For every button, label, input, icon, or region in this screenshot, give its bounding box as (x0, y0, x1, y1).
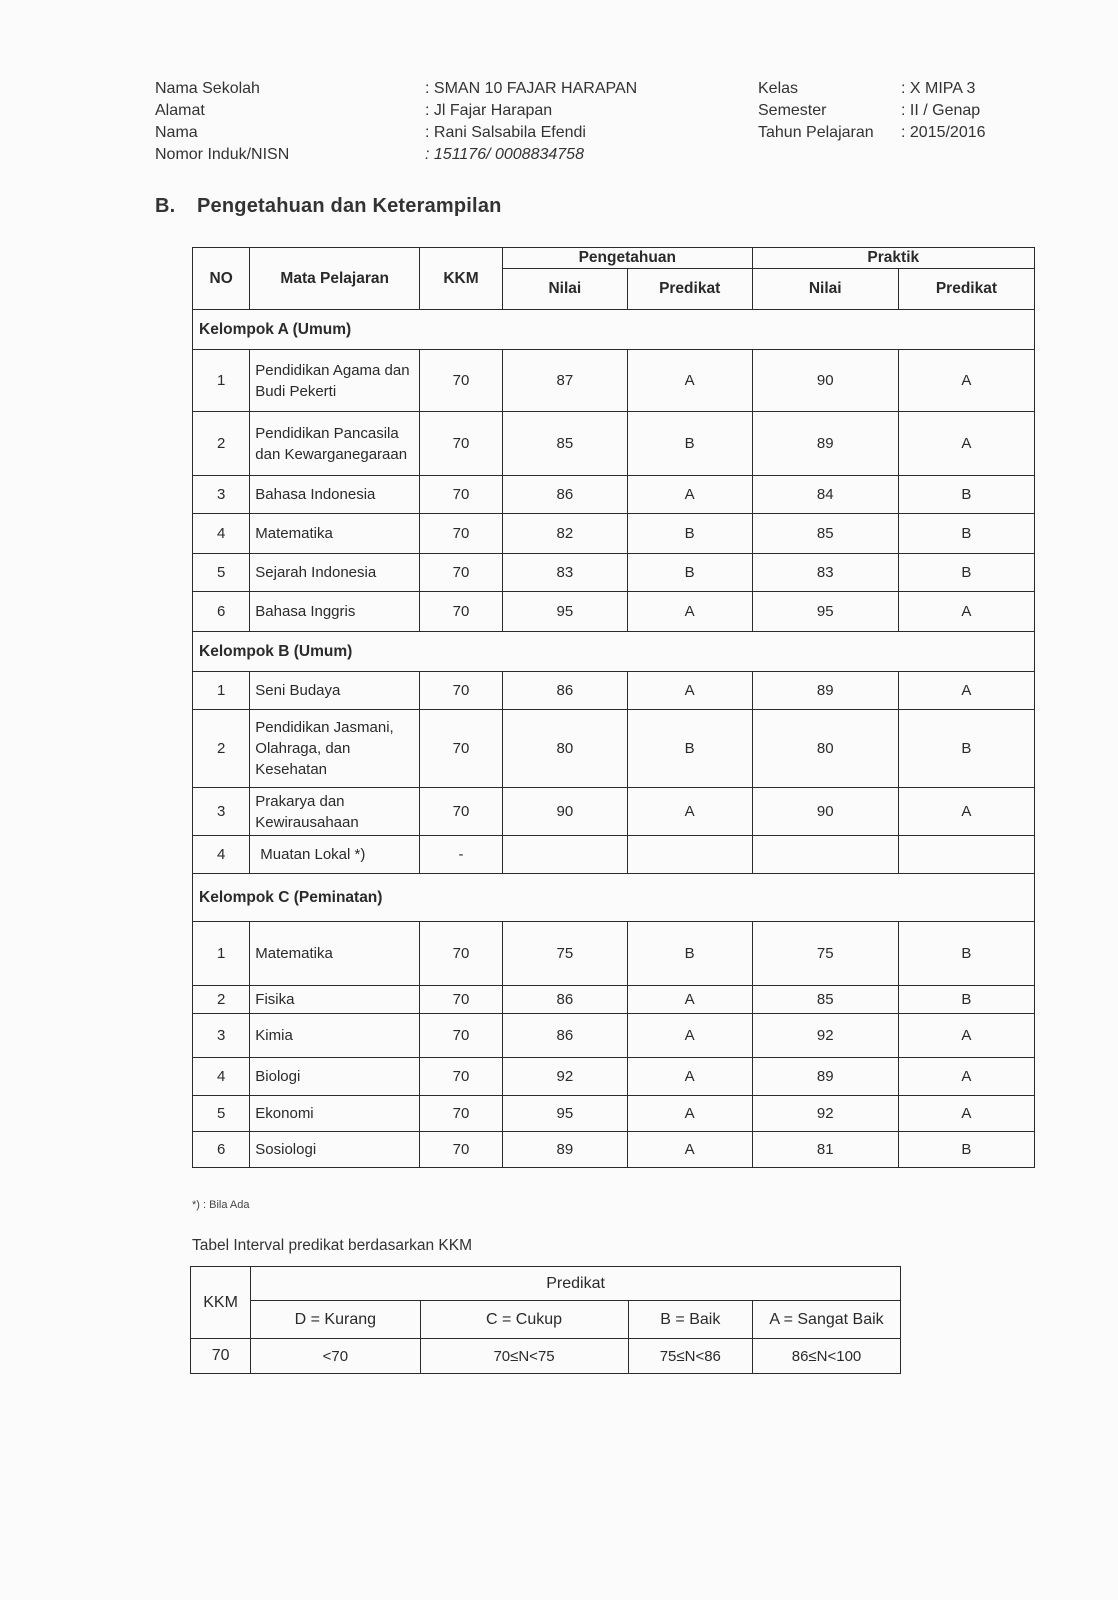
row-subject: Ekonomi (250, 1096, 420, 1132)
interval-range-c: 70≤N<75 (420, 1339, 628, 1374)
row-praktik-predikat: A (898, 350, 1034, 412)
row-no: 2 (193, 412, 250, 476)
row-praktik-nilai: 95 (752, 592, 898, 632)
row-pengetahuan-nilai: 95 (502, 1096, 627, 1132)
table-row (193, 672, 1035, 710)
row-pengetahuan-nilai: 80 (502, 710, 627, 788)
row-kkm: 70 (420, 476, 503, 514)
row-pengetahuan-predikat: B (627, 922, 752, 986)
row-kkm: 70 (420, 672, 503, 710)
row-no: 5 (193, 554, 250, 592)
footnote: *) : Bila Ada (192, 1199, 250, 1211)
info-row-class: Kelas : X MIPA 3 (758, 80, 976, 97)
interval-range-a: 86≤N<100 (753, 1339, 901, 1374)
table-row (193, 836, 1035, 874)
row-pengetahuan-predikat: A (627, 788, 752, 836)
row-praktik-nilai: 89 (752, 1058, 898, 1096)
row-no: 2 (193, 710, 250, 788)
row-no: 4 (193, 836, 250, 874)
row-praktik-nilai: 83 (752, 554, 898, 592)
table-row (193, 1132, 1035, 1168)
row-praktik-nilai: 85 (752, 986, 898, 1014)
info-row-name: Nama : Rani Salsabila Efendi (155, 124, 586, 141)
row-praktik-nilai: 90 (752, 350, 898, 412)
interval-kkm-header: KKM (191, 1267, 251, 1339)
table-row (193, 412, 1035, 476)
info-row-semester: Semester : II / Genap (758, 102, 981, 119)
row-pengetahuan-nilai: 86 (502, 1014, 627, 1058)
row-subject: Sejarah Indonesia (250, 554, 420, 592)
row-praktik-nilai (752, 836, 898, 874)
row-pengetahuan-predikat: A (627, 350, 752, 412)
header-no: NO (193, 248, 250, 310)
table-row (193, 592, 1035, 632)
row-kkm: - (420, 836, 503, 874)
row-praktik-predikat: B (898, 1132, 1034, 1168)
row-subject: Seni Budaya (250, 672, 420, 710)
interval-predikat-header: Predikat (251, 1267, 901, 1301)
row-praktik-predikat: B (898, 986, 1034, 1014)
header-praktik: Praktik (752, 248, 1034, 269)
group-row (193, 874, 1035, 922)
row-subject: Muatan Lokal *) (250, 836, 420, 874)
row-kkm: 70 (420, 412, 503, 476)
row-praktik-nilai: 92 (752, 1014, 898, 1058)
row-pengetahuan-predikat: A (627, 1058, 752, 1096)
info-row-school: Nama Sekolah : SMAN 10 FAJAR HARAPAN (155, 80, 638, 97)
row-pengetahuan-predikat: A (627, 1096, 752, 1132)
row-praktik-nilai: 75 (752, 922, 898, 986)
info-row-nisn: Nomor Induk/NISN : 151176/ 0008834758 (155, 146, 584, 163)
group-title: Kelompok A (Umum) (193, 310, 1035, 350)
row-pengetahuan-nilai: 83 (502, 554, 627, 592)
row-subject: Sosiologi (250, 1132, 420, 1168)
row-no: 5 (193, 1096, 250, 1132)
row-praktik-predikat: A (898, 1096, 1034, 1132)
row-no: 1 (193, 350, 250, 412)
row-kkm: 70 (420, 1014, 503, 1058)
row-no: 6 (193, 1132, 250, 1168)
table-row (193, 350, 1035, 412)
row-praktik-predikat: A (898, 412, 1034, 476)
row-no: 6 (193, 592, 250, 632)
row-pengetahuan-predikat: A (627, 672, 752, 710)
row-no: 4 (193, 1058, 250, 1096)
row-no: 2 (193, 986, 250, 1014)
row-kkm: 70 (420, 514, 503, 554)
row-kkm: 70 (420, 592, 503, 632)
row-subject: Pendidikan Pancasila dan Kewarganegaraan (250, 412, 420, 476)
row-pengetahuan-nilai: 92 (502, 1058, 627, 1096)
row-praktik-predikat: A (898, 788, 1034, 836)
row-pengetahuan-nilai: 87 (502, 350, 627, 412)
header-kkm: KKM (420, 248, 503, 310)
row-kkm: 70 (420, 1096, 503, 1132)
row-subject: Biologi (250, 1058, 420, 1096)
row-subject: Matematika (250, 514, 420, 554)
row-praktik-predikat: A (898, 1014, 1034, 1058)
row-no: 3 (193, 788, 250, 836)
row-praktik-predikat: B (898, 554, 1034, 592)
section-title: B. Pengetahuan dan Keterampilan (155, 195, 502, 217)
row-subject: Pendidikan Agama dan Budi Pekerti (250, 350, 420, 412)
row-pengetahuan-nilai: 89 (502, 1132, 627, 1168)
row-pengetahuan-nilai: 86 (502, 986, 627, 1014)
row-pengetahuan-predikat: A (627, 476, 752, 514)
row-pengetahuan-predikat: B (627, 554, 752, 592)
row-kkm: 70 (420, 1132, 503, 1168)
row-pengetahuan-predikat: B (627, 514, 752, 554)
row-pengetahuan-predikat: A (627, 1132, 752, 1168)
row-praktik-predikat: B (898, 514, 1034, 554)
header-praktik-nilai: Nilai (752, 269, 898, 310)
row-pengetahuan-predikat: A (627, 1014, 752, 1058)
table-row (193, 1096, 1035, 1132)
header-pengetahuan-predikat: Predikat (627, 269, 752, 310)
row-kkm: 70 (420, 788, 503, 836)
table-row (193, 514, 1035, 554)
row-subject: Bahasa Inggris (250, 592, 420, 632)
table-row (193, 1058, 1035, 1096)
interval-grade-a: A = Sangat Baik (753, 1301, 901, 1339)
table-row (193, 922, 1035, 986)
row-pengetahuan-predikat: B (627, 710, 752, 788)
table-row (193, 788, 1035, 836)
row-praktik-nilai: 81 (752, 1132, 898, 1168)
group-title: Kelompok B (Umum) (193, 632, 1035, 672)
row-subject: Bahasa Indonesia (250, 476, 420, 514)
row-no: 1 (193, 922, 250, 986)
class-info (758, 78, 986, 144)
row-no: 4 (193, 514, 250, 554)
row-pengetahuan-nilai: 86 (502, 672, 627, 710)
group-title: Kelompok C (Peminatan) (193, 874, 1035, 922)
row-pengetahuan-predikat: A (627, 592, 752, 632)
row-praktik-predikat: A (898, 592, 1034, 632)
interval-grade-d: D = Kurang (251, 1301, 420, 1339)
interval-grade-b: B = Baik (628, 1301, 752, 1339)
row-pengetahuan-predikat (627, 836, 752, 874)
row-subject: Matematika (250, 922, 420, 986)
info-row-address: Alamat : Jl Fajar Harapan (155, 102, 553, 119)
row-pengetahuan-nilai: 90 (502, 788, 627, 836)
student-info (155, 78, 637, 166)
row-kkm: 70 (420, 710, 503, 788)
row-pengetahuan-nilai: 85 (502, 412, 627, 476)
row-pengetahuan-predikat: A (627, 986, 752, 1014)
row-praktik-predikat: B (898, 476, 1034, 514)
row-praktik-nilai: 85 (752, 514, 898, 554)
row-praktik-predikat: A (898, 672, 1034, 710)
interval-kkm-value: 70 (191, 1339, 251, 1374)
row-kkm: 70 (420, 922, 503, 986)
row-pengetahuan-predikat: B (627, 412, 752, 476)
interval-grade-c: C = Cukup (420, 1301, 628, 1339)
row-pengetahuan-nilai: 75 (502, 922, 627, 986)
header-praktik-predikat: Predikat (898, 269, 1034, 310)
row-praktik-predikat: B (898, 922, 1034, 986)
row-praktik-predikat: B (898, 710, 1034, 788)
row-no: 3 (193, 1014, 250, 1058)
group-row (193, 310, 1035, 350)
row-praktik-predikat (898, 836, 1034, 874)
row-no: 1 (193, 672, 250, 710)
table-row (193, 554, 1035, 592)
grades-table (192, 247, 1035, 1168)
row-subject: Fisika (250, 986, 420, 1014)
row-praktik-nilai: 89 (752, 672, 898, 710)
row-praktik-nilai: 90 (752, 788, 898, 836)
row-kkm: 70 (420, 1058, 503, 1096)
row-kkm: 70 (420, 986, 503, 1014)
row-no: 3 (193, 476, 250, 514)
header-pengetahuan: Pengetahuan (502, 248, 752, 269)
row-subject: Kimia (250, 1014, 420, 1058)
header-pengetahuan-nilai: Nilai (502, 269, 627, 310)
row-pengetahuan-nilai: 95 (502, 592, 627, 632)
interval-table (190, 1266, 901, 1374)
header-mapel: Mata Pelajaran (250, 248, 420, 310)
interval-caption: Tabel Interval predikat berdasarkan KKM (192, 1237, 473, 1254)
group-row (193, 632, 1035, 672)
row-subject: Pendidikan Jasmani, Olahraga, dan Kesehatan (250, 710, 420, 788)
table-row (193, 710, 1035, 788)
row-kkm: 70 (420, 350, 503, 412)
grades-body (193, 310, 1035, 1168)
table-row (193, 1014, 1035, 1058)
row-pengetahuan-nilai: 86 (502, 476, 627, 514)
row-pengetahuan-nilai: 82 (502, 514, 627, 554)
table-row (193, 476, 1035, 514)
row-praktik-predikat: A (898, 1058, 1034, 1096)
row-praktik-nilai: 84 (752, 476, 898, 514)
table-row (193, 986, 1035, 1014)
row-pengetahuan-nilai (502, 836, 627, 874)
row-subject: Prakarya dan Kewirausahaan (250, 788, 420, 836)
info-row-year: Tahun Pelajaran : 2015/2016 (758, 124, 986, 141)
row-praktik-nilai: 92 (752, 1096, 898, 1132)
row-praktik-nilai: 80 (752, 710, 898, 788)
interval-range-b: 75≤N<86 (628, 1339, 752, 1374)
row-praktik-nilai: 89 (752, 412, 898, 476)
interval-range-d: <70 (251, 1339, 420, 1374)
row-kkm: 70 (420, 554, 503, 592)
